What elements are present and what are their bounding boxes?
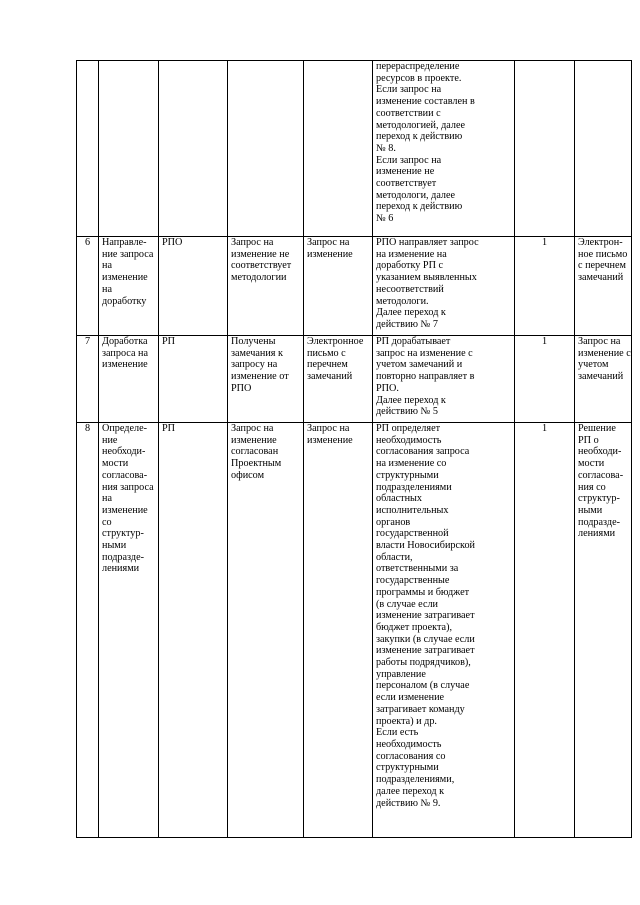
cell-text-line: соответствует: [231, 260, 292, 272]
cell-text-line: перераспределение: [376, 61, 460, 72]
cell-text-line: ответственными за: [376, 563, 459, 575]
cell-text-line: перечнем: [307, 359, 348, 371]
cell-result: [575, 336, 632, 423]
cell-text-line: затрагивает команду: [376, 703, 465, 715]
cell-step-name: [99, 61, 159, 237]
cell-text-line: с перечнем: [578, 260, 626, 272]
cell-step-name: [99, 423, 159, 838]
cell-text-line: на изменение на: [376, 248, 447, 260]
cell-text-line: действию № 5: [376, 406, 438, 418]
cell-quantity: [515, 336, 575, 423]
cell-text-line: ными: [578, 504, 603, 516]
cell-text-line: изменение: [307, 248, 353, 260]
cell-step-number: [77, 61, 99, 237]
cell-text-line: программы и бюджет: [376, 586, 470, 598]
cell-quantity: [515, 237, 575, 336]
cell-text-line: доработку РП с: [376, 260, 444, 272]
cell-text-line: повторно направляет в: [376, 371, 475, 383]
cell-text-line: замечаний: [578, 371, 624, 383]
cell-text-line: Если запрос на: [376, 84, 442, 96]
cell-text-line: ными: [102, 540, 127, 552]
cell-text-line: на: [102, 260, 112, 272]
cell-text-line: согласова-: [102, 469, 148, 481]
cell-text-line: переход к действию: [376, 201, 463, 213]
cell-text-line: структур-: [102, 528, 144, 540]
cell-text-line: изменение с: [578, 347, 631, 359]
cell-text-line: замечаний: [578, 272, 624, 284]
cell-step-number: [77, 336, 99, 423]
cell-text-line: № 6: [376, 213, 394, 225]
cell-text-line: переход к действию: [376, 131, 463, 143]
cell-text-line: № 8.: [376, 142, 396, 154]
cell-text-line: несоответствий: [376, 283, 444, 295]
cell-text-line: далее переход к: [376, 785, 445, 797]
cell-performer: [159, 423, 228, 838]
cell-action: [373, 336, 515, 423]
cell-text: 1: [541, 423, 548, 434]
cell-text: 6: [84, 237, 91, 248]
cell-text-line: со: [102, 516, 112, 528]
cell-text-line: подразделениями: [376, 481, 452, 493]
cell-output: [304, 237, 373, 336]
cell-text-line: изменение составлен в: [376, 96, 475, 108]
cell-text-line: структурными: [376, 762, 439, 774]
cell-text-line: лениями: [578, 528, 616, 540]
cell-text-line: необходимость: [376, 434, 442, 446]
cell-text-line: Получены: [231, 336, 276, 347]
cell-text-line: власти Новосибирской: [376, 540, 475, 552]
cell-output: [304, 336, 373, 423]
cell-text-line: Запрос на: [307, 423, 350, 434]
cell-text-line: необходи-: [578, 446, 622, 458]
cell-text-line: мости: [578, 458, 605, 470]
cell-text-line: соответствии с: [376, 107, 441, 119]
cell-text-line: управление: [376, 668, 426, 680]
cell-text-line: на изменение со: [376, 458, 447, 470]
cell-text-line: необходимость: [376, 738, 442, 750]
cell-text-line: государственной: [376, 528, 449, 540]
cell-text-line: подразде-: [578, 516, 620, 528]
cell-text-line: методологи.: [376, 295, 429, 307]
cell-text-line: Электрон-: [578, 237, 623, 248]
cell-text-line: ния со: [578, 481, 606, 493]
cell-step-name: [99, 237, 159, 336]
cell-text: 1: [541, 336, 548, 347]
cell-performer: [159, 61, 228, 237]
cell-text-line: РП дорабатывает: [376, 336, 451, 347]
cell-text-line: методологией, далее: [376, 119, 466, 131]
cell-input: [228, 336, 304, 423]
cell-text-line: органов: [376, 516, 411, 528]
cell-text-line: Запрос на: [231, 237, 274, 248]
cell-text-line: проекта) и др.: [376, 715, 437, 727]
cell-text-line: РП определяет: [376, 423, 441, 434]
cell-result: [575, 237, 632, 336]
cell-text-line: Если запрос на: [376, 154, 442, 166]
cell-input: [228, 423, 304, 838]
cell-text-line: изменение: [102, 504, 148, 516]
cell-text-line: РПО: [231, 382, 252, 394]
cell-action: [373, 237, 515, 336]
cell-text-line: Запрос на: [307, 237, 350, 248]
cell-text-line: соответствует: [376, 178, 437, 190]
table-row: [77, 61, 632, 237]
cell-text-line: запрос на изменение с: [376, 347, 473, 359]
cell-text-line: изменение: [102, 272, 148, 284]
cell-step-number: [77, 423, 99, 838]
cell-text-line: (в случае если: [376, 598, 438, 610]
cell-text-line: областных: [376, 493, 422, 505]
cell-quantity: [515, 61, 575, 237]
cell-text-line: необходи-: [102, 446, 146, 458]
cell-text-line: Запрос на: [578, 336, 621, 347]
cell-text-line: Далее переход к: [376, 307, 446, 319]
cell-text-line: запросу на: [231, 359, 278, 371]
cell-text-line: изменение: [307, 434, 353, 446]
table-row: [77, 423, 632, 838]
process-table: [76, 60, 632, 838]
cell-text-line: изменение затрагивает: [376, 610, 475, 622]
cell-text-line: учетом: [578, 359, 609, 371]
cell-text: 8: [84, 423, 91, 434]
cell-text-line: письмо с: [307, 347, 346, 359]
cell-step-name: [99, 336, 159, 423]
cell-text-line: замечания к: [231, 347, 283, 359]
cell-output: [304, 423, 373, 838]
cell-text-line: доработку: [102, 295, 147, 307]
cell-text-line: Решение: [578, 423, 616, 434]
cell-text-line: государственные: [376, 575, 450, 587]
cell-action: [373, 61, 515, 237]
cell-text-line: изменение: [102, 359, 148, 371]
cell-text-line: области,: [376, 551, 413, 563]
cell-text-line: подразделениями,: [376, 774, 455, 786]
cell-text: 1: [541, 237, 548, 248]
cell-text: РП: [162, 423, 176, 434]
cell-text-line: замечаний: [307, 371, 353, 383]
cell-text-line: Запрос на: [231, 423, 274, 434]
cell-text-line: работы подрядчиков),: [376, 657, 471, 669]
cell-action: [373, 423, 515, 838]
cell-result: [575, 423, 632, 838]
cell-text-line: Определе-: [102, 423, 147, 434]
cell-text-line: РПО.: [376, 382, 399, 394]
cell-text-line: действию № 7: [376, 318, 438, 330]
cell-text-line: Далее переход к: [376, 394, 446, 406]
cell-text-line: лениями: [102, 563, 140, 575]
cell-text-line: Доработка: [102, 336, 148, 347]
table-row: [77, 237, 632, 336]
cell-text-line: учетом замечаний и: [376, 359, 463, 371]
cell-text-line: РП о: [578, 434, 599, 446]
cell-text-line: Проектным: [231, 458, 282, 470]
cell-output: [304, 61, 373, 237]
cell-text-line: действию № 9.: [376, 797, 441, 809]
table-row: [77, 336, 632, 423]
cell-text: 7: [84, 336, 91, 347]
cell-text-line: согласования со: [376, 750, 446, 762]
cell-text: РП: [162, 336, 176, 347]
cell-input: [228, 237, 304, 336]
cell-text-line: ное письмо: [578, 248, 628, 260]
cell-text-line: изменение не: [231, 248, 290, 260]
cell-text-line: указанием выявленных: [376, 272, 477, 284]
cell-text-line: Направле-: [102, 237, 147, 248]
cell-result: [575, 61, 632, 237]
cell-text-line: структур-: [578, 493, 620, 505]
cell-text-line: офисом: [231, 469, 265, 481]
cell-text-line: структурными: [376, 469, 439, 481]
cell-performer: [159, 336, 228, 423]
cell-quantity: [515, 423, 575, 838]
cell-text: РПО: [162, 237, 183, 248]
cell-text-line: ресурсов в проекте.: [376, 72, 462, 84]
cell-text-line: РПО направляет запрос: [376, 237, 479, 248]
cell-text-line: согласования запроса: [376, 446, 470, 458]
table-body: [77, 61, 632, 838]
cell-input: [228, 61, 304, 237]
cell-text-line: подразде-: [102, 551, 144, 563]
cell-performer: [159, 237, 228, 336]
cell-text-line: согласова-: [578, 469, 624, 481]
cell-text-line: на: [102, 283, 112, 295]
cell-text-line: запроса на: [102, 347, 148, 359]
cell-text-line: бюджет проекта),: [376, 621, 453, 633]
cell-text-line: методологии: [231, 272, 287, 284]
cell-step-number: [77, 237, 99, 336]
cell-text-line: на: [102, 493, 112, 505]
cell-text-line: исполнительных: [376, 504, 449, 516]
cell-text-line: изменение затрагивает: [376, 645, 475, 657]
cell-text-line: согласован: [231, 446, 279, 458]
cell-text-line: изменение не: [376, 166, 435, 178]
cell-text-line: персоналом (в случае: [376, 680, 470, 692]
cell-text-line: ние: [102, 434, 118, 446]
cell-text-line: Если есть: [376, 727, 419, 739]
cell-text-line: если изменение: [376, 692, 445, 704]
cell-text-line: изменение от: [231, 371, 289, 383]
cell-text-line: изменение: [231, 434, 277, 446]
cell-text-line: мости: [102, 458, 129, 470]
cell-text-line: ния запроса: [102, 481, 154, 493]
cell-text-line: методологи, далее: [376, 189, 456, 201]
cell-text-line: ние запроса: [102, 248, 154, 260]
cell-text-line: Электронное: [307, 336, 364, 347]
cell-text-line: закупки (в случае если: [376, 633, 475, 645]
